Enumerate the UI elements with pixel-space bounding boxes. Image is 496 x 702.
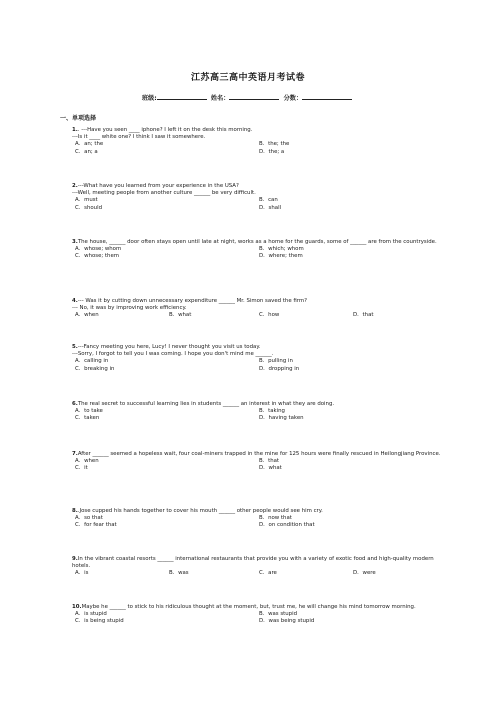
option-d: D．dropping in [259, 365, 300, 372]
question-7 [72, 451, 444, 473]
option-b: B．was [169, 570, 189, 577]
option-c: C．is being stupid [75, 618, 124, 625]
class-label: 班级: [141, 95, 157, 102]
question-3 [72, 239, 444, 261]
question-8 [72, 508, 444, 530]
question-stem: 5.---Fancy meeting you here, Lucy! I never thought you visit us today. ---Sorry, I forgot to tell you I was coming. I hope you don't mind me ______. [72, 344, 274, 358]
class-blank [157, 93, 207, 100]
option-b: B．can [259, 197, 278, 204]
option-a: A．is stupid [75, 611, 107, 618]
option-b: B．the; the [259, 141, 290, 148]
option-c: C．an; a [75, 148, 98, 155]
option-c: C．for fear that [75, 522, 117, 529]
section-heading: 一、单项选择 [60, 115, 97, 122]
options [75, 611, 444, 625]
option-d: D．shall [259, 204, 282, 211]
question-number: 7. [72, 451, 78, 457]
question-stem: 1.. ---Have you seen ____ iphone? I left it on the desk this morning. ---Is it ____ white one? I think I saw it somewhere. [72, 127, 253, 141]
option-a: A．when [75, 312, 99, 319]
option-a: A．whose; whom [75, 246, 122, 253]
option-a: A．when [75, 458, 99, 465]
option-d: D．where; them [259, 253, 303, 260]
options [75, 197, 444, 211]
question-stem: 4.--- Was it by cutting down unnecessary expenditure ______ Mr. Simon saved the firm? --- No, it was by improving work efficiency. [72, 298, 307, 312]
question-4 [72, 298, 444, 320]
student-info-line [0, 93, 496, 102]
options [75, 570, 444, 577]
question-number: 2. [72, 183, 78, 189]
option-d: D．having taken [259, 415, 304, 422]
question-stem: 2.---What have you learned from your experience in the USA? ---Well, meeting people from another culture ______ be very difficult. [72, 183, 256, 197]
name-blank [229, 93, 279, 100]
question-number: 4. [72, 298, 78, 304]
option-a: A．is [75, 570, 89, 577]
option-d: D．what [259, 465, 282, 472]
option-c: C．taken [75, 415, 100, 422]
option-c: C．it [75, 465, 88, 472]
option-b: B．taking [259, 408, 285, 415]
option-d: D．the; a [259, 148, 285, 155]
option-c: C．are [259, 570, 277, 577]
question-stem: 3.The house, ______ door often stays open until late at night, works as a home for the guards, some of ______ are from the countryside. [72, 239, 437, 245]
option-c: C．breaking in [75, 365, 115, 372]
option-b: B．that [259, 458, 280, 465]
question-stem: 7.After ______ seemed a hopeless wait, four coal-miners trapped in the mine for 125 hours were finally rescued in Heilongjiang Province. [72, 451, 441, 457]
question-number: 6. [72, 401, 78, 407]
option-b: B．was stupid [259, 611, 298, 618]
question-2 [72, 183, 444, 212]
question-number: 10. [72, 604, 82, 610]
question-number: 9. [72, 556, 78, 562]
question-number: 3. [72, 239, 78, 245]
question-number: 8. [72, 508, 78, 514]
question-stem: 10.Maybe he ______ to stick to his ridiculous thought at the moment, but, trust me, he will change his mind tomorrow morning. [72, 604, 416, 610]
options [75, 141, 444, 155]
option-d: D．on condition that [259, 522, 315, 529]
options [75, 358, 444, 372]
option-c: C．how [259, 312, 280, 319]
options [75, 515, 444, 529]
question-number: 1. [72, 127, 78, 133]
option-a: A．must [75, 197, 98, 204]
option-d: D．was being stupid [259, 618, 315, 625]
option-d: D．were [353, 570, 376, 577]
option-a: A．calling in [75, 358, 109, 365]
score-label: 分数： [283, 95, 303, 102]
question-number: 5. [72, 344, 78, 350]
options [75, 312, 444, 319]
option-d: D．that [353, 312, 374, 319]
option-b: B．pulling in [259, 358, 293, 365]
options [75, 246, 444, 260]
option-b: B．what [169, 312, 192, 319]
question-stem: 8..Jose cupped his hands together to cover his mouth ______ other people would see him cry. [72, 508, 323, 514]
options [75, 408, 444, 422]
option-a: A．an; the [75, 141, 104, 148]
option-a: A．so that [75, 515, 103, 522]
question-1 [72, 127, 444, 156]
question-5 [72, 344, 444, 373]
question-9 [72, 556, 444, 578]
score-blank [302, 93, 352, 100]
option-a: A．to take [75, 408, 103, 415]
name-label: 姓名： [210, 95, 230, 102]
options [75, 458, 444, 472]
option-b: B．which; whom [259, 246, 304, 253]
question-stem: 6.The real secret to successful learning lies in students ______ an interest in what they are doing. [72, 401, 335, 407]
option-c: C．whose; them [75, 253, 120, 260]
question-stem: 9.In the vibrant coastal resorts ______ international restaurants that provide you with a variety of exotic food and high-quality modern hotels. [72, 556, 434, 570]
page-title: 江苏高三高中英语月考试卷 [190, 73, 305, 83]
question-6 [72, 401, 444, 423]
option-b: B．now that [259, 515, 292, 522]
question-10 [72, 604, 444, 626]
option-c: C．should [75, 204, 103, 211]
